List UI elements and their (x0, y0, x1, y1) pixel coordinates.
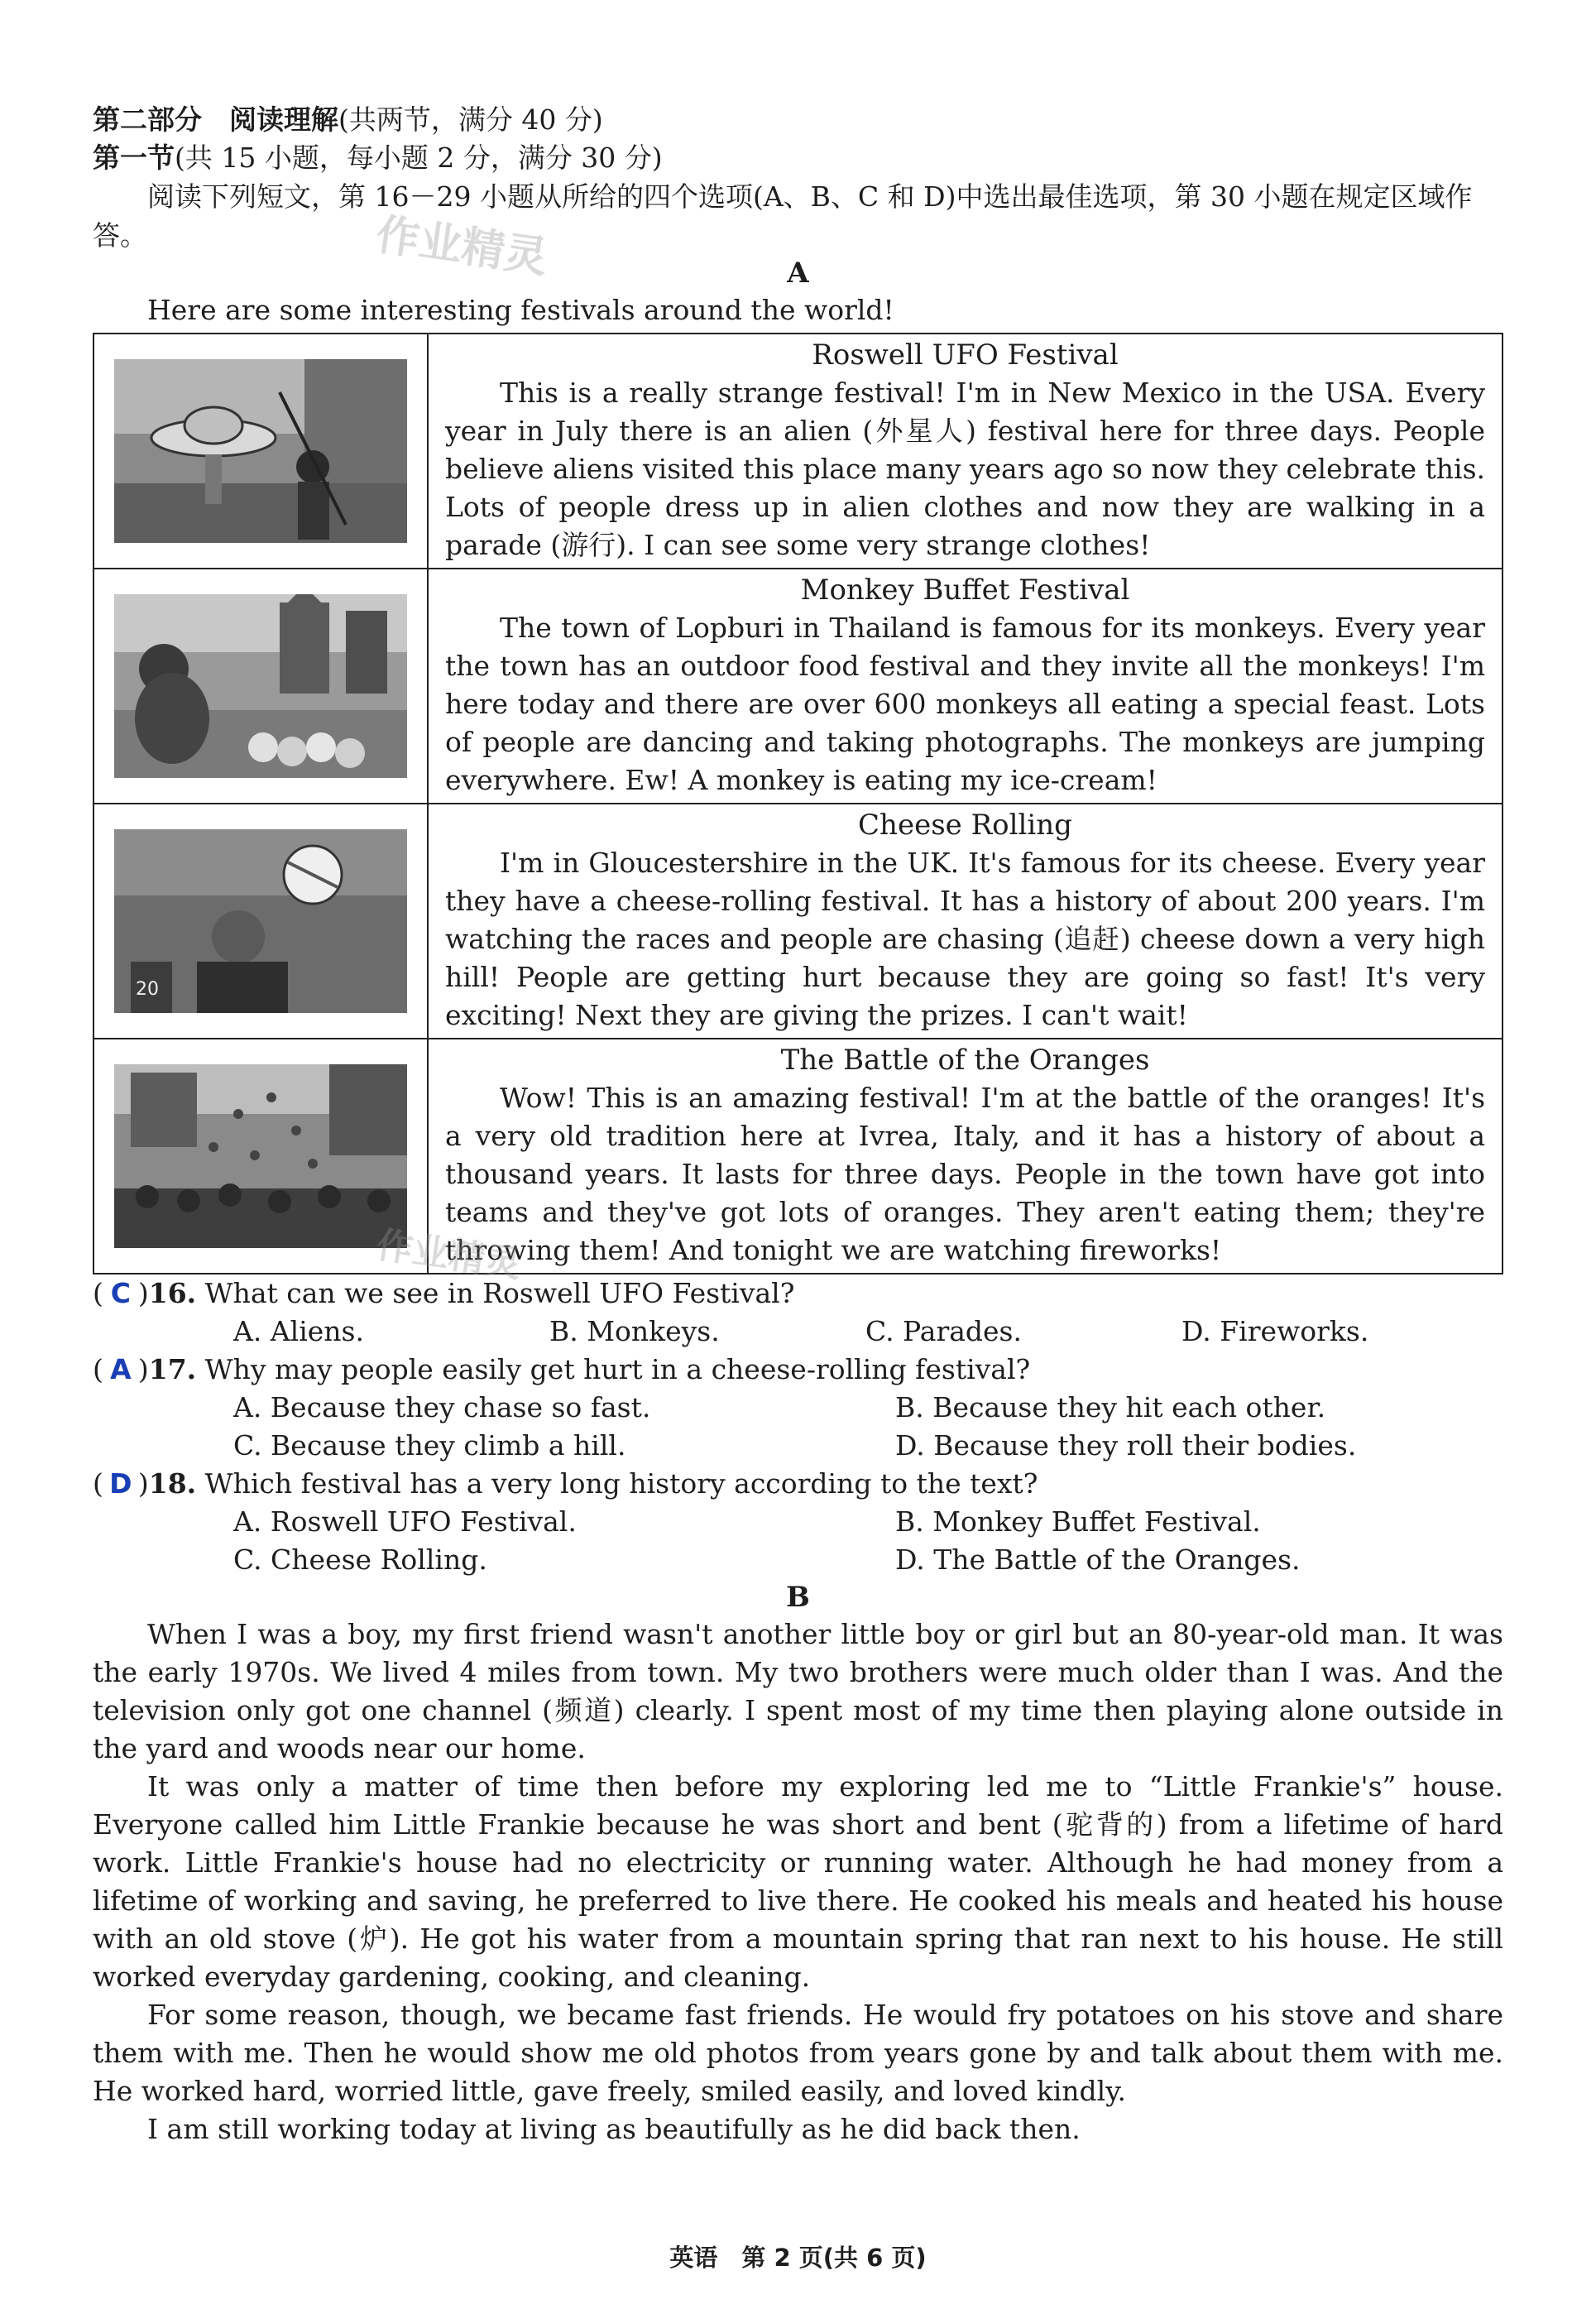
section-heading-note: (共两节，满分 40 分) (338, 103, 603, 136)
festival-image-cell (94, 569, 429, 803)
answer-18: D (109, 1467, 132, 1500)
monkey-festival-photo (114, 594, 407, 778)
question-18: ( D )18. Which festival has a very long history according to the text? (93, 1465, 1503, 1503)
question-number: 18. (148, 1467, 197, 1500)
festival-text-cell (429, 334, 1502, 568)
answer-16: C (110, 1277, 131, 1309)
question-number: 17. (148, 1353, 197, 1385)
festival-title: Roswell UFO Festival (812, 338, 1119, 372)
question-stem: Why may people easily get hurt in a cheese-rolling festival? (204, 1353, 1031, 1385)
watermark: 作业精灵 (373, 209, 551, 284)
festival-body: The town of Lopburi in Thailand is famous for its monkeys. Every year the town has an outdoor food festival and they invite all the monkeys! I'm here today and there are over 600 monkeys all eating a special feast. Lots of people are dancing and taking photographs. The monkeys are jumping everywhere. Ew! A monkey is eating my ice-cream! (445, 612, 1485, 796)
page-footer: 英语 第 2 页(共 6 页) (669, 2244, 927, 2272)
festival-table (93, 333, 1503, 1275)
passage-a-intro: Here are some interesting festivals around the world! (147, 294, 894, 326)
festival-title: Cheese Rolling (858, 809, 1072, 842)
festival-image-cell (94, 1039, 429, 1273)
section-heading-text: 第二部分 阅读理解 (93, 103, 338, 136)
festival-row (94, 334, 1502, 568)
festival-row (94, 568, 1502, 803)
passage-b-letter: B (786, 1581, 810, 1614)
festival-body: This is a really strange festival! I'm in New Mexico in the USA. Every year in July there is an alien (外星人) festival here for three days. People believe aliens visited this place many years ago so now they celebrate this. Lots of people dress up in alien clothes and now they are walking in a parade (游行). I can see some very strange clothes! (445, 377, 1485, 561)
option: D. The Battle of the Oranges. (895, 1543, 1301, 1576)
option: D. Fireworks. (1181, 1315, 1369, 1347)
festival-text-cell (429, 1039, 1502, 1273)
option: A. Aliens. (233, 1315, 364, 1347)
passage-b-paragraph: It was only a matter of time then before my exploring led me to “Little Frankie's” house. Everyone called him Little Frankie because he was short and bent (驼背的) from a lifetime of hard work. Little Frankie's house had no electricity or running water. Although he had money from a lifetime of working and saving, he preferred to live there. He cooked his meals and heated his house with an old stove (炉). He got his water from a mountain spring that ran next to his house. He still worked everyday gardening, cooking, and cleaning. (93, 1770, 1503, 1993)
passage-a-letter: A (787, 257, 809, 290)
answer-17: A (110, 1353, 132, 1385)
festival-text-cell (429, 569, 1502, 803)
option: B. Monkeys. (549, 1315, 720, 1347)
subsection-heading-note: (共 15 小题，每小题 2 分，满分 30 分) (175, 142, 663, 174)
festival-image-cell (94, 334, 429, 568)
ufo-festival-photo (114, 359, 407, 543)
festival-text-cell (429, 804, 1502, 1038)
passage-b-paragraph: For some reason, though, we became fast friends. He would fry potatoes on his stove and share them with me. Then he would show me old photos from years gone by and talk about them with me. He worked hard, worried little, gave freely, smiled easily, and loved kindly. (93, 1999, 1503, 2107)
watermark: 作业精灵 (373, 1223, 525, 1286)
question-16: ( C )16. What can we see in Roswell UFO Festival? (93, 1275, 1503, 1313)
option: C. Parades. (865, 1315, 1022, 1347)
festival-title: Monkey Buffet Festival (800, 574, 1130, 607)
festival-body: Wow! This is an amazing festival! I'm at the battle of the oranges! It's a very old tradition here at Ivrea, Italy, and it has a history of about a thousand years. It lasts for three days. People in the town have got into teams and they've got lots of oranges. They aren't eating them; they're throwing them! And tonight we are watching fireworks! (445, 1082, 1485, 1266)
svg-text:20: 20 (136, 979, 159, 1000)
option: D. Because they roll their bodies. (895, 1429, 1357, 1462)
option: B. Because they hit each other. (895, 1391, 1326, 1423)
subsection-heading (93, 139, 1503, 177)
battle-of-oranges-photo (114, 1064, 407, 1248)
option: C. Cheese Rolling. (233, 1543, 487, 1576)
passage-b-paragraph: I am still working today at living as beautifully as he did back then. (147, 2113, 1081, 2145)
question-17: ( A )17. Why may people easily get hurt in a cheese-rolling festival? (93, 1351, 1503, 1389)
question-stem: Which festival has a very long history according to the text? (204, 1467, 1038, 1500)
passage-b-paragraph: When I was a boy, my first friend wasn't another little boy or girl but an 80-year-old man. It was the early 1970s. We lived 4 miles from town. My two brothers were much older than I was. And the television only got one channel (频道) clearly. I spent most of my time then playing alone outside in the yard and woods near our home. (93, 1618, 1503, 1764)
option: A. Because they chase so fast. (233, 1391, 651, 1423)
question-17-options (93, 1389, 1503, 1465)
question-number: 16. (148, 1277, 197, 1309)
section-heading (93, 101, 1503, 139)
option: B. Monkey Buffet Festival. (895, 1505, 1261, 1538)
festival-title: The Battle of the Oranges (780, 1044, 1150, 1077)
cheese-rolling-photo (114, 829, 407, 1013)
option: C. Because they climb a hill. (233, 1429, 626, 1462)
instructions: 阅读下列短文，第 16－29 小题从所给的四个选项(A、B、C 和 D)中选出最佳选项，第 30 小题在规定区域作答。 (93, 180, 1473, 252)
festival-row (94, 1038, 1502, 1273)
festival-body: I'm in Gloucestershire in the UK. It's famous for its cheese. Every year they have a cheese-rolling festival. It has a history of about 200 years. I'm watching the races and people are chasing (追赶) cheese down a very high hill! People are getting hurt because they are going so fast! It's very exciting! Next they are giving the prizes. I can't wait! (445, 847, 1485, 1031)
question-stem: What can we see in Roswell UFO Festival? (204, 1277, 795, 1309)
question-16-options (93, 1313, 1503, 1351)
question-18-options (93, 1503, 1503, 1579)
subsection-heading-text: 第一节 (93, 142, 175, 174)
option: A. Roswell UFO Festival. (233, 1505, 577, 1538)
festival-image-cell (94, 804, 429, 1038)
festival-row (94, 803, 1502, 1038)
